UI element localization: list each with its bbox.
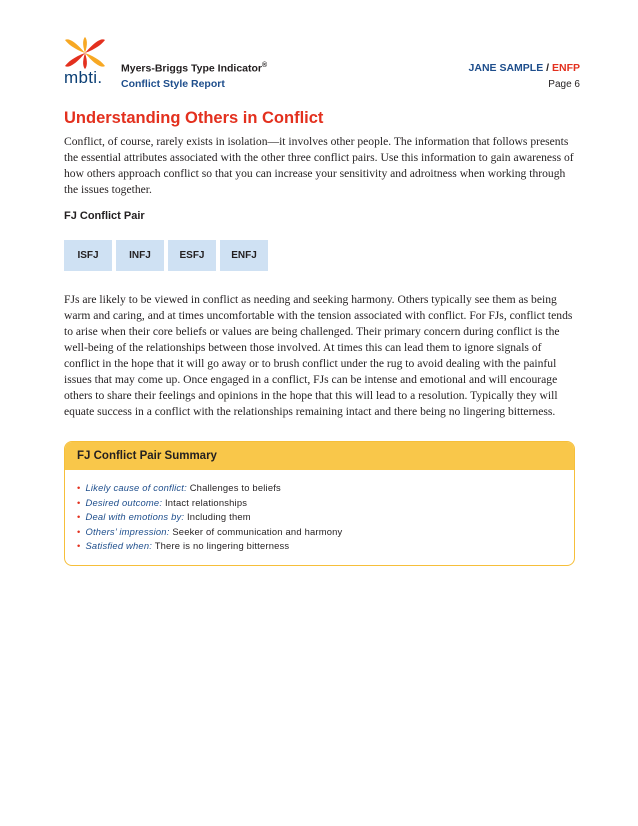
summary-item	[77, 539, 574, 554]
summary-item-label: Likely cause of conflict:	[85, 482, 187, 493]
summary-item-value: Challenges to beliefs	[186, 482, 281, 493]
mbti-logo-text: mbti.	[64, 68, 103, 87]
report-title: Myers-Briggs Type Indicator®	[121, 62, 268, 75]
summary-item-value: Including them	[184, 511, 251, 522]
pair-heading: FJ Conflict Pair	[64, 210, 145, 222]
bullet-icon: •	[77, 525, 81, 537]
sample-name: JANE SAMPLE	[468, 62, 544, 74]
sample-separator: /	[543, 62, 552, 74]
summary-item	[77, 496, 574, 511]
page-number: Page 6	[548, 79, 580, 90]
summary-item	[77, 481, 574, 496]
pair-type-enfj: ENFJ	[220, 240, 268, 271]
pair-type-infj: INFJ	[116, 240, 164, 271]
summary-item-label: Others’ impression:	[85, 525, 170, 537]
report-subtitle: Conflict Style Report	[121, 78, 225, 90]
bullet-icon: •	[77, 511, 81, 522]
pair-description: FJs are likely to be viewed in conflict as needing and seeking harmony. Others typically see them as being warm and caring, and at times uncomfortable with the tension associated with conflict. For FJs, conflict tends to arise when their core beliefs or values are being challenged. Their primary concern during conflict is the well-being of the relationships between those involved. At times this can lead them to ignore signals of conflict in the hope that it will go away or to brush conflict under the rug to avoid dealing with the painful issues that may come up. Once engaged in a conflict, FJs can be intense and emotional and will encourage others to share their feelings and opinions in the hope that this will lead to a resolution. Typically they will equate success in a conflict with the relationships remaining intact and there being no lingering bitterness.	[64, 293, 573, 418]
sample-type-label	[469, 62, 580, 74]
summary-item-label: Desired outcome:	[85, 496, 163, 508]
summary-item-value: Seeker of communication and harmony	[169, 525, 343, 537]
registered-mark: ®	[262, 62, 268, 69]
summary-item-value: There is no lingering bitterness	[152, 540, 290, 551]
sample-type: ENFP	[551, 62, 580, 74]
summary-item	[77, 525, 574, 540]
summary-item-label: Satisfied when:	[85, 540, 153, 551]
summary-item-label: Deal with emotions by:	[85, 511, 185, 522]
summary-title: FJ Conflict Pair Summary	[65, 442, 574, 470]
page-header	[0, 0, 638, 100]
pair-type-isfj: ISFJ	[64, 240, 112, 271]
bullet-icon: •	[77, 482, 81, 493]
bullet-icon: •	[77, 540, 81, 551]
summary-box	[64, 441, 575, 566]
pair-type-esfj: ESFJ	[168, 240, 216, 271]
bullet-icon: •	[77, 496, 81, 508]
intro-paragraph: Conflict, of course, rarely exists in isolation—it involves other people. The information that follows presents the essential attributes associated with the other three conflict pairs. Use this information to gain awareness of how others approach conflict so that you can increase your sensitivity and adroitness when working through the issues together.	[64, 135, 574, 196]
section-title: Understanding Others in Conflict	[64, 109, 324, 127]
summary-item	[77, 510, 574, 525]
summary-item-value: Intact relationships	[162, 496, 248, 508]
summary-list	[65, 470, 574, 554]
